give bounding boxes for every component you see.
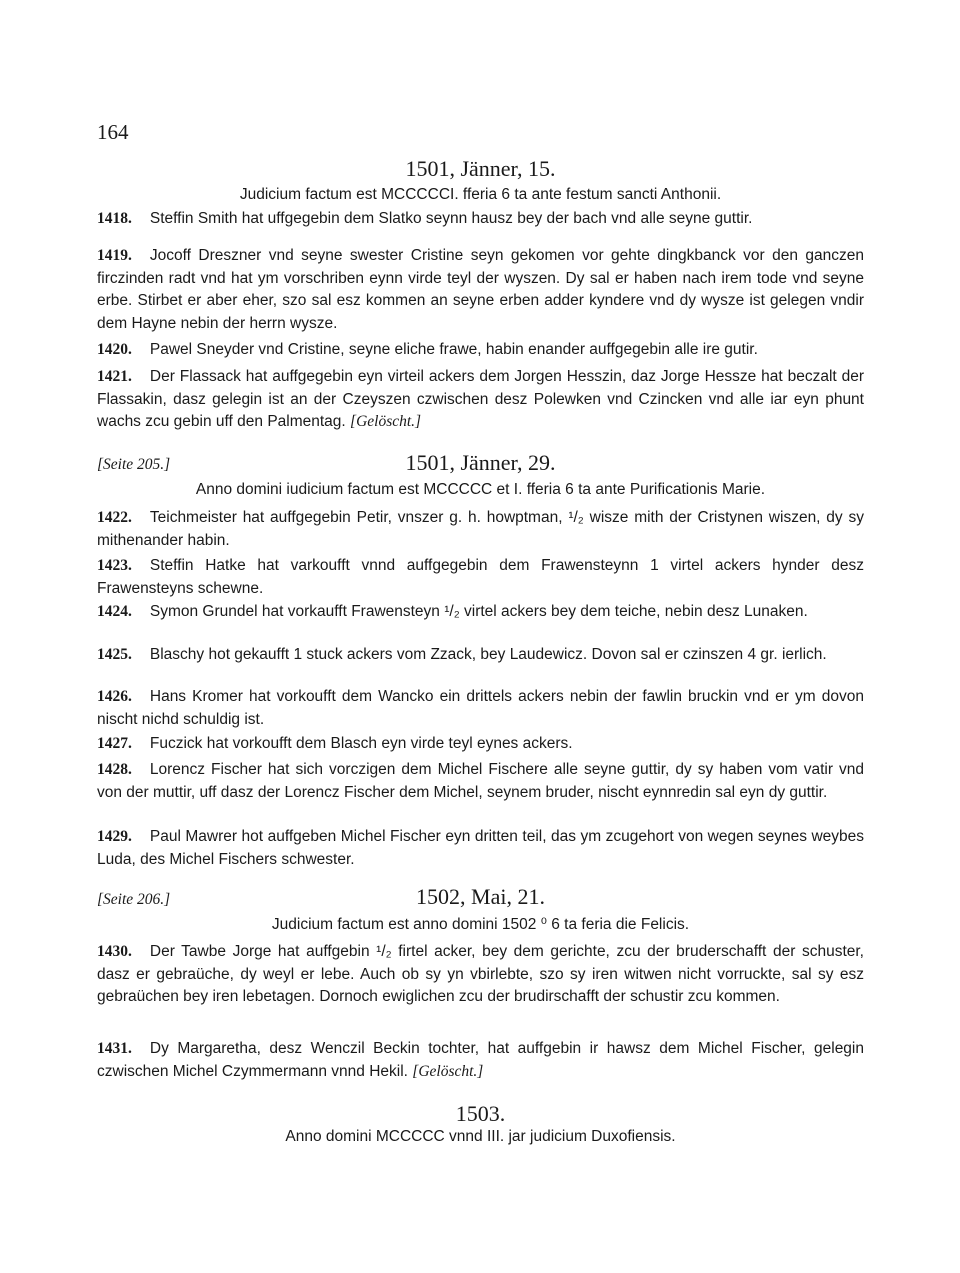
entry-number: 1418. [97,210,132,227]
entry-text: Der Tawbe Jorge hat auffgebin ¹/₂ firtel acker, bey dem gerichte, zcu der bruderschafft der schuster, dasz er gebraüche, dy weyl er lebe. Auch ob sy yn vbirlebte, szo sy iren witwen nicht vorruckte, sal sy esz gebraüchen bey iren lebetagen. Dornoch ewiglichen zcu der brudirschafft der schustir zcu kommen. [97,943,864,1005]
entry-text: Teichmeister hat auffgegebin Petir, vnszer g. h. howptman, ¹/₂ wisze mith der Cristynen wiszen, dy sy mithenander habin. [97,509,864,549]
page-reference: [Seite 205.] [97,456,171,473]
editorial-note: [Gelöscht.] [412,1062,484,1080]
entry-text: Fuczick hat vorkoufft dem Blasch eyn virde teyl eynes ackers. [149,735,573,752]
entry-text: Lorencz Fischer hat sich vorczigen dem Michel Fischere alle seyne guttir, dy sy haben vom vatir vnd von der muttir, uff dasz der Lorencz Fischer dem Michel, seynem bruder, nischt eynnredin sal eyn dy guttir. [97,761,864,801]
entry-number: 1420. [97,341,132,358]
entry-1421 [97,366,864,434]
section-subheading: Judicium factum est anno domini 1502 ⁰ 6 ta feria die Felicis. [271,916,690,933]
entry-number: 1429. [97,828,132,845]
entry-text: Der Flassack hat auffgegebin eyn virteil ackers dem Jorgen Hesszin, daz Jorge Hessze hat beczalt der Flassakin, dasz gelegin ist an der Czeyszen czwischen desz Polewken vnd Czincken vnd alle iar eyn phunt wachs zcu gebin uff den Palmentag. [97,368,864,430]
entry-1424 [97,601,864,624]
entry-number: 1425. [97,646,132,663]
entry-text: Hans Kromer hat vorkoufft dem Wancko ein drittels ackers nebin der fawlin bruckin vnd er ym dovon nischt nichd schuldig ist. [97,688,864,728]
entry-number: 1431. [97,1040,132,1057]
entry-number: 1421. [97,368,132,385]
section-subheading: Anno domini iudicium factum est MCCCCC et I. fferia 6 ta ante Purificationis Marie. [195,481,766,498]
entry-1419 [97,245,864,335]
entry-1420 [97,339,864,362]
entry-text: Paul Mawrer hot auffgeben Michel Fischer eyn dritten teil, das ym zcugehort von wegen seynes weybes Luda, des Michel Fischers schwester. [97,828,864,868]
entry-1418 [97,208,864,231]
section-heading: 1502, Mai, 21. [416,884,545,909]
entry-number: 1428. [97,761,132,778]
entry-text: Blaschy hot gekaufft 1 stuck ackers vom Zzack, bey Laudewicz. Dovon sal er czinszen 4 gr. ierlich. [149,646,827,663]
section-heading: 1503. [455,1101,506,1126]
entry-number: 1423. [97,557,132,574]
section-heading: 1501, Jänner, 15. [405,156,556,181]
entry-1430 [97,941,864,1009]
entry-text: Steffin Hatke hat varkoufft vnnd auffgegebin dem Frawensteynn 1 virtel ackers hynder desz Frawensteyns schewne. [97,557,864,597]
section-subheading: Judicium factum est MCCCCCI. fferia 6 ta ante festum sancti Anthonii. [239,186,722,203]
entry-1429 [97,826,864,871]
entry-1426 [97,686,864,731]
entry-number: 1422. [97,509,132,526]
page-number: 164 [97,120,129,144]
entry-number: 1427. [97,735,132,752]
page-reference: [Seite 206.] [97,891,171,908]
entry-text: Steffin Smith hat uffgegebin dem Slatko seynn hausz bey der bach vnd alle seyne guttir. [149,210,753,227]
entry-text: Dy Margaretha, desz Wenczil Beckin tochter, hat auffgebin ir hawsz dem Michel Fischer, gelegin czwischen Michel Czymmermann vnnd Hekil. [97,1040,864,1080]
entry-1427 [97,733,864,756]
entry-number: 1426. [97,688,132,705]
entry-text: Jocoff Dreszner vnd seyne swester Cristine seyn gekomen vor gehte dingkbanck vor den ganczen firczinden radt vnd hat ym vorschriben eynn virde teyl der wyszen. Dy sal er haben nach irem tode vnd seyne erbe. Stirbet er aber eher, szo sal esz kommen an seyne erben adder kyndere vnd dy wysze ist gelegen vndir dem Hayne nebin der herrn wysze. [97,247,864,332]
entry-1423 [97,555,864,600]
entry-number: 1430. [97,943,132,960]
section-heading: 1501, Jänner, 29. [405,450,556,475]
entry-1422 [97,507,864,552]
entry-number: 1419. [97,247,132,264]
entry-text: Pawel Sneyder vnd Cristine, seyne eliche frawe, habin enander auffgegebin alle ire gutir. [149,341,758,358]
entry-1425 [97,644,864,667]
section-subheading: Anno domini MCCCCC vnnd III. jar judicium Duxofiensis. [285,1128,676,1145]
entry-text: Symon Grundel hat vorkaufft Frawensteyn ¹/₂ virtel ackers bey dem teiche, nebin desz Lunaken. [149,603,808,620]
entry-number: 1424. [97,603,132,620]
entry-1431 [97,1038,864,1083]
entry-1428 [97,759,864,804]
editorial-note: [Gelöscht.] [350,413,422,430]
